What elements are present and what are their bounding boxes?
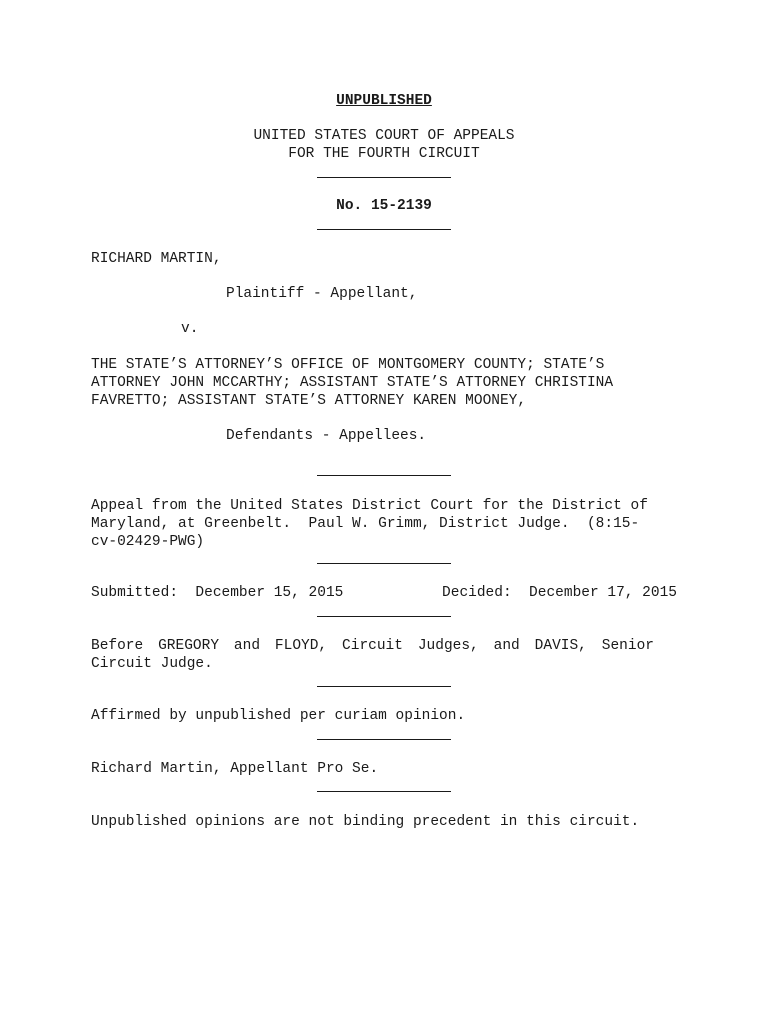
case-number: No. 15-2139 <box>336 198 432 214</box>
unpublished-heading: UNPUBLISHED <box>336 93 432 109</box>
divider-rule <box>317 229 451 230</box>
divider-rule <box>317 686 451 687</box>
submitted-date: Submitted: December 15, 2015 <box>91 585 344 601</box>
court-name-line2: FOR THE FOURTH CIRCUIT <box>288 146 480 162</box>
divider-rule <box>317 616 451 617</box>
defendants-role: Defendants - Appellees. <box>226 428 427 444</box>
defendants-line3: FAVRETTO; ASSISTANT STATE’S ATTORNEY KAREN MOONEY, <box>91 393 527 409</box>
divider-rule <box>317 791 451 792</box>
divider-rule <box>317 739 451 740</box>
appeal-line1: Appeal from the United States District Court for the District of <box>91 498 648 514</box>
panel-line2: Circuit Judge. <box>91 656 213 672</box>
defendants-line2: ATTORNEY JOHN MCCARTHY; ASSISTANT STATE’S ATTORNEY CHRISTINA <box>91 375 614 391</box>
divider-rule <box>317 177 451 178</box>
divider-rule <box>317 475 451 476</box>
defendants-line1: THE STATE’S ATTORNEY’S OFFICE OF MONTGOMERY COUNTY; STATE’S <box>91 357 605 373</box>
precedent-notice: Unpublished opinions are not binding precedent in this circuit. <box>91 814 640 830</box>
appeal-line2: Maryland, at Greenbelt. Paul W. Grimm, District Judge. (8:15- <box>91 516 640 532</box>
disposition: Affirmed by unpublished per curiam opinion. <box>91 708 466 724</box>
decided-date: Decided: December 17, 2015 <box>442 585 677 601</box>
counsel: Richard Martin, Appellant Pro Se. <box>91 761 379 777</box>
plaintiff-role: Plaintiff - Appellant, <box>226 286 418 302</box>
court-name-line1: UNITED STATES COURT OF APPEALS <box>253 128 515 144</box>
dates-row <box>91 584 677 602</box>
plaintiff-name: RICHARD MARTIN, <box>91 251 222 267</box>
panel-line1: Before GREGORY and FLOYD, Circuit Judges, and DAVIS, Senior <box>91 638 654 654</box>
versus: v. <box>181 321 199 337</box>
divider-rule <box>317 563 451 564</box>
appeal-line3: cv-02429-PWG) <box>91 534 205 550</box>
